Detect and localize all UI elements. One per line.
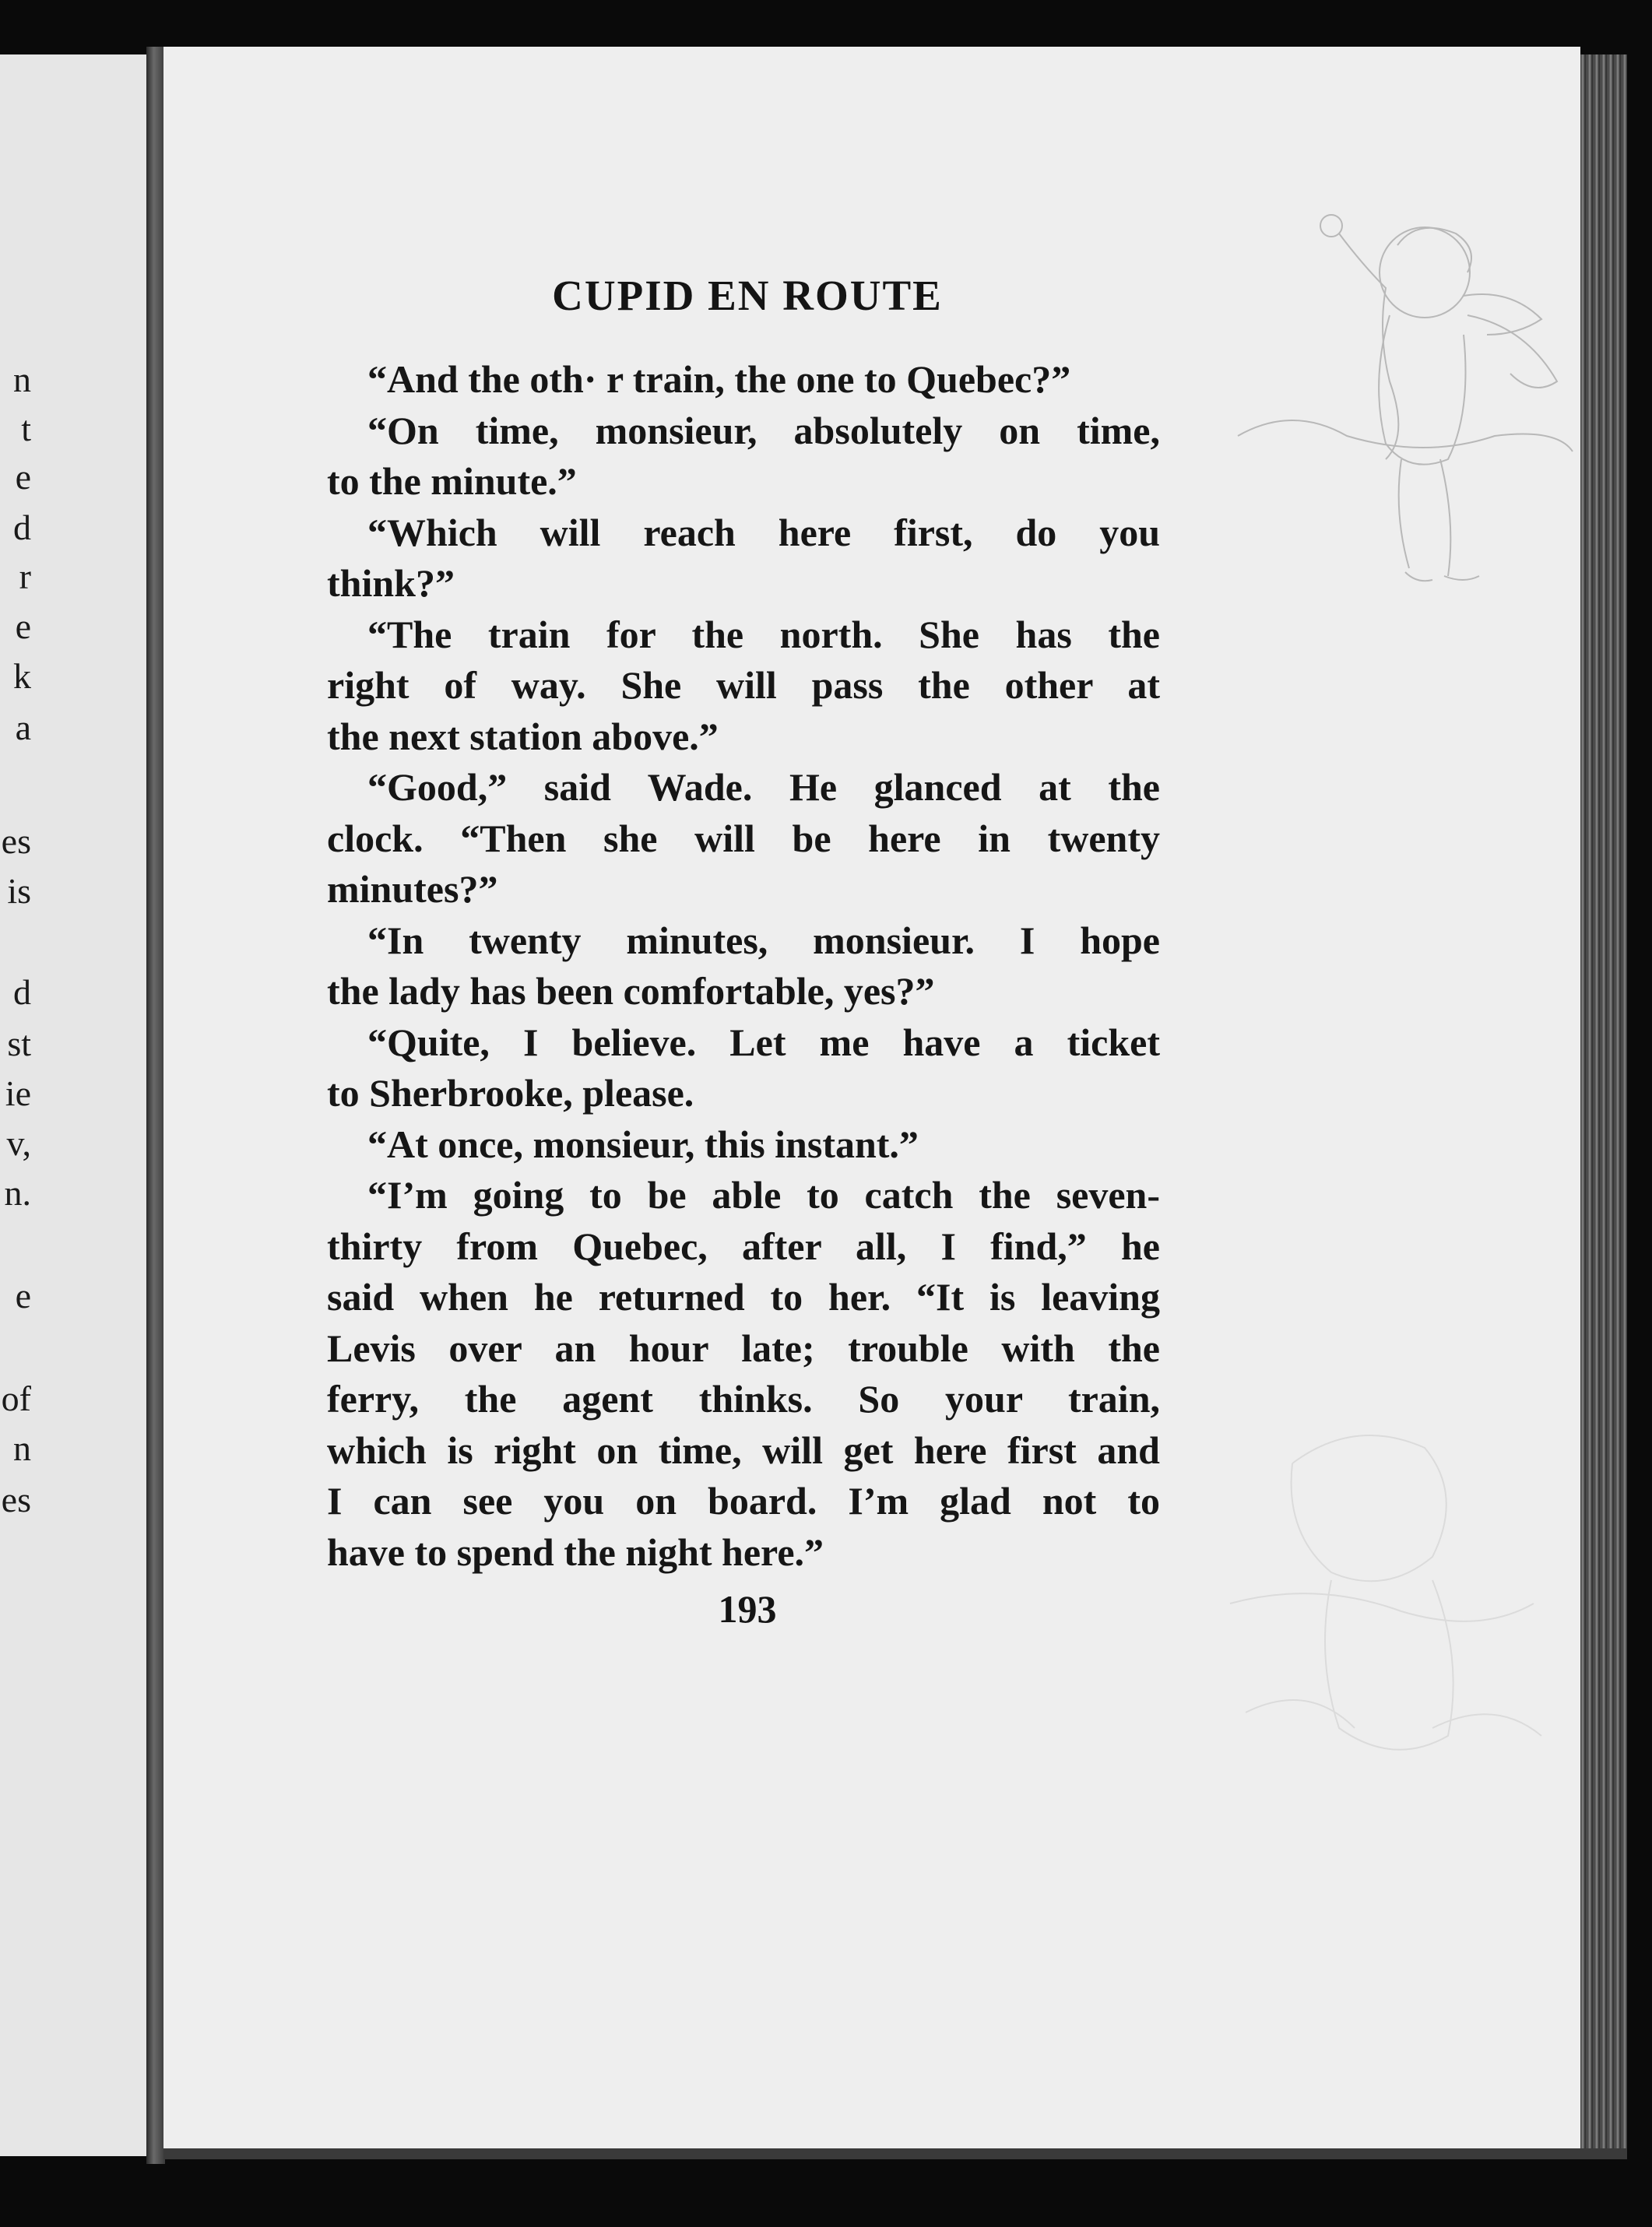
facing-page-fragment: k (13, 656, 31, 696)
facing-page-fragment: t (21, 409, 31, 448)
facing-page-fragment: es (1, 821, 31, 861)
body-text (327, 354, 1160, 1578)
facing-page-fragment: d (13, 508, 31, 547)
facing-page-fragment: es (1, 1480, 31, 1519)
cupid-illustration (1230, 179, 1588, 646)
faint-cupid-illustration (1199, 1401, 1557, 1806)
text-line: “Good,” said Wade. He glanced at the (367, 765, 1160, 809)
page-title: CUPID EN ROUTE (552, 272, 943, 319)
facing-page-fragment: e (15, 1276, 31, 1315)
text-line: right of way. She will pass the other at (327, 663, 1160, 707)
text-line: to Sherbrooke, please. (327, 1071, 694, 1115)
text-line: clock. “Then she will be here in twenty (327, 816, 1160, 860)
facing-page-fragment: st (7, 1024, 31, 1063)
facing-page-fragment: n. (4, 1173, 31, 1213)
text-line: ferry, the agent thinks. So your train, (327, 1377, 1160, 1421)
facing-page-fragment: r (19, 557, 31, 596)
text-line: I can see you on board. I’m glad not to (327, 1479, 1160, 1523)
page-number: 193 (718, 1587, 777, 1631)
text-line: thirty from Quebec, after all, I find,” he (327, 1224, 1160, 1268)
facing-page-fragment: of (1, 1379, 31, 1418)
text-line: the lady has been comfortable, yes?” (327, 969, 935, 1013)
facing-page-fragment: v, (6, 1123, 31, 1163)
text-line: “In twenty minutes, monsieur. I hope (367, 918, 1160, 962)
facing-page-fragment: e (15, 457, 31, 497)
text-line: “Which will reach here first, do you (367, 510, 1160, 554)
text-line: to the minute.” (327, 459, 577, 503)
facing-page-fragment: ie (5, 1073, 31, 1113)
text-line: the next station above.” (327, 714, 719, 758)
text-line: minutes?” (327, 867, 498, 911)
facing-page-fragment: e (15, 606, 31, 646)
text-line: “On time, monsieur, absolutely on time, (367, 408, 1160, 452)
text-line: “The train for the north. She has the (367, 612, 1160, 656)
text-line: which is right on time, will get here first and (327, 1428, 1160, 1472)
text-line: “And the oth· r train, the one to Quebec?” (367, 357, 1071, 401)
text-line: “I’m going to be able to catch the seven- (367, 1173, 1160, 1217)
facing-page-fragment: a (15, 708, 31, 747)
text-line: Levis over an hour late; trouble with the (327, 1326, 1160, 1370)
facing-page-fragment: d (13, 972, 31, 1012)
text-line: think?” (327, 561, 455, 605)
facing-page-fragment: n (13, 1428, 31, 1468)
book-gutter (146, 47, 165, 2164)
page-edge-bottom (163, 2148, 1627, 2159)
text-line: have to spend the night here.” (327, 1530, 824, 1574)
text-line: said when he returned to her. “It is leaving (327, 1275, 1160, 1319)
facing-page-fragment: is (7, 871, 31, 911)
text-line: “At once, monsieur, this instant.” (367, 1122, 919, 1166)
text-line: “Quite, I believe. Let me have a ticket (367, 1020, 1160, 1064)
facing-page-fragment: n (13, 360, 31, 399)
